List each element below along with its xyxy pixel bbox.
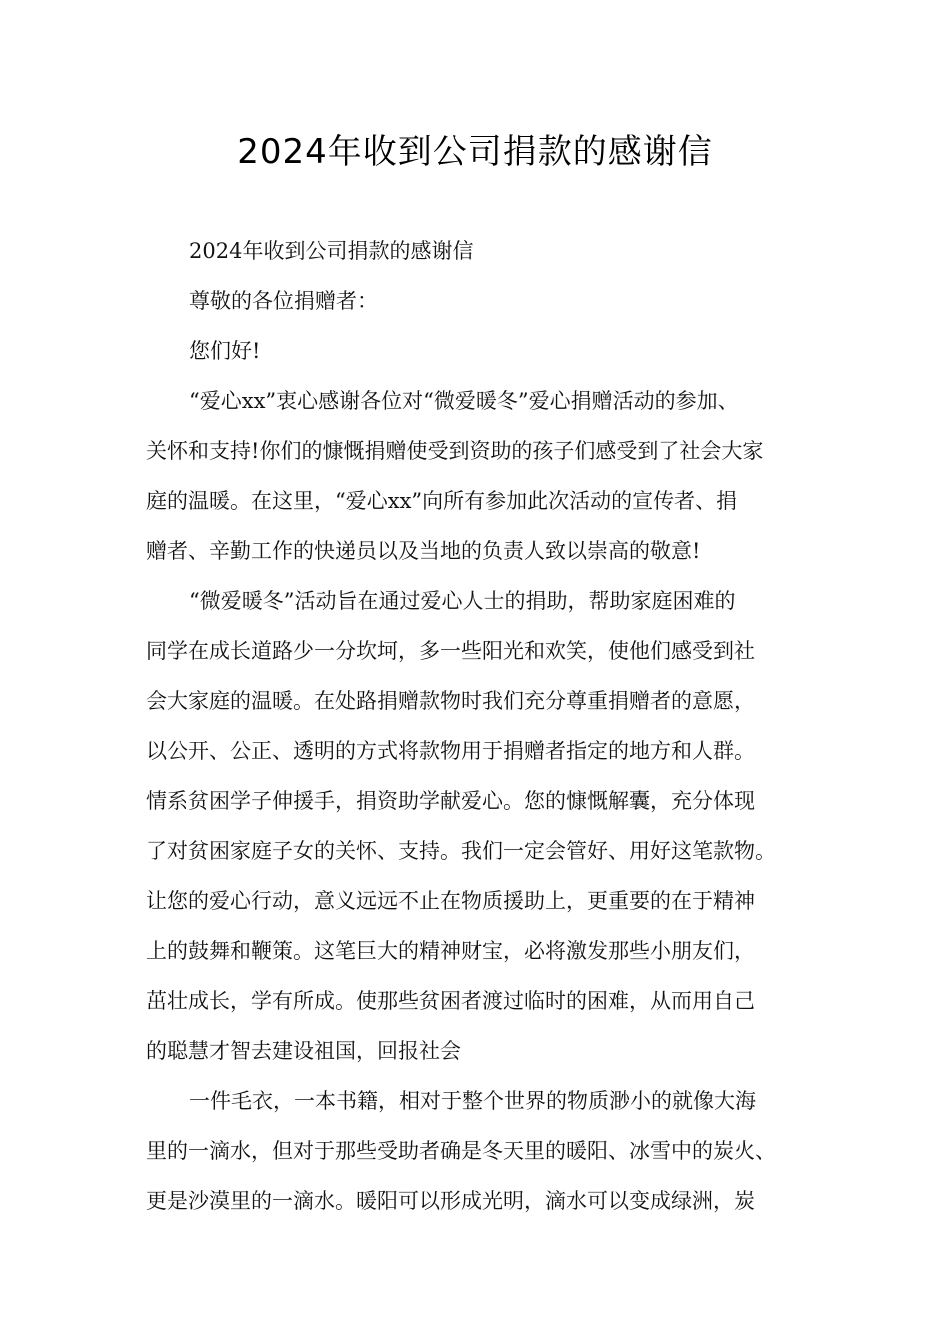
paragraph-line: “微爱暖冬”活动旨在通过爱心人士的捐助，帮助家庭困难的 xyxy=(189,589,736,613)
paragraph-line: 以公开、公正、透明的方式将款物用于捐赠者指定的地方和人群。 xyxy=(146,739,755,763)
paragraph-line: 茁壮成长，学有所成。使那些贫困者渡过临时的困难，从而用自己 xyxy=(146,989,755,1013)
salutation-line: 尊敬的各位捐赠者： xyxy=(189,289,378,313)
paragraph-line: 关怀和支持!你们的慷慨捐赠使受到资助的孩子们感受到了社会大家 xyxy=(146,439,764,463)
paragraph-line: 赠者、辛勤工作的快递员以及当地的负责人致以崇高的敬意! xyxy=(146,539,701,563)
paragraph-line: “爱心xx”衷心感谢各位对“微爱暖冬”爱心捐赠活动的参加、 xyxy=(189,389,739,413)
paragraph-line: 里的一滴水，但对于那些受助者确是冬天里的暖阳、冰雪中的炭火、 xyxy=(146,1139,776,1163)
paragraph-line: 上的鼓舞和鞭策。这笔巨大的精神财宝，必将激发那些小朋友们， xyxy=(146,939,755,963)
paragraph-line: 让您的爱心行动，意义远远不止在物质援助上，更重要的在于精神 xyxy=(146,889,755,913)
paragraph-line: 一件毛衣，一本书籍，相对于整个世界的物质渺小的就像大海 xyxy=(189,1089,756,1113)
paragraph-line: 了对贫困家庭子女的关怀、支持。我们一定会管好、用好这笔款物。 xyxy=(146,839,776,863)
paragraph-line: 的聪慧才智去建设祖国，回报社会 xyxy=(146,1039,461,1063)
paragraph-line: 同学在成长道路少一分坎坷，多一些阳光和欢笑，使他们感受到社 xyxy=(146,639,755,663)
document-title: 2024年收到公司捐款的感谢信 xyxy=(237,132,713,172)
paragraph-line: 会大家庭的温暖。在处路捐赠款物时我们充分尊重捐赠者的意愿， xyxy=(146,689,755,713)
greeting-line: 您们好! xyxy=(189,339,261,363)
paragraph-line: 更是沙漠里的一滴水。暖阳可以形成光明，滴水可以变成绿洲，炭 xyxy=(146,1189,755,1213)
paragraph-line: 庭的温暖。在这里，“爱心xx”向所有参加此次活动的宣传者、捐 xyxy=(146,489,738,513)
paragraph-line: 情系贫困学子伸援手，捐资助学献爱心。您的慷慨解囊，充分体现 xyxy=(146,789,755,813)
subtitle-line: 2024年收到公司捐款的感谢信 xyxy=(189,239,474,263)
